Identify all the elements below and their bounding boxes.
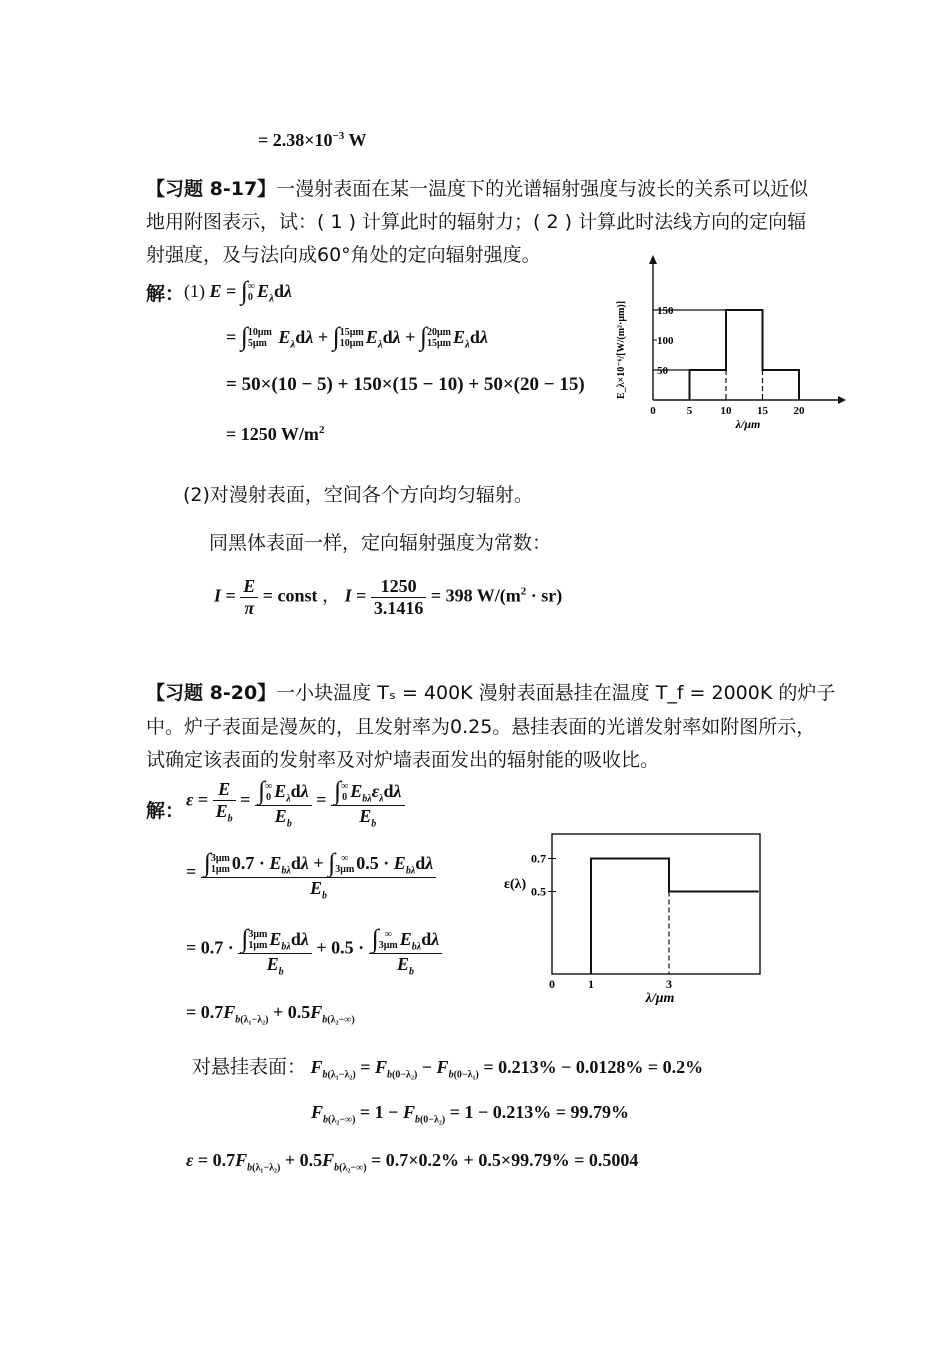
chart2-y-tick-label: 0.7 (531, 851, 546, 866)
problem2-eq-d: = $0.7F_{b(\lambda_1-\lambda_2)} + 0.5F_{b(\lambda_2-\infty)}$ (186, 1002, 355, 1026)
problem2-solution-label: 解： (146, 800, 185, 822)
problem1-label: 【习题 8-17】 (146, 178, 277, 200)
chart2-series-line (591, 859, 759, 975)
problem1-eq-intensity: I = $\frac{E}{\pi}$ = const ， I = $\frac{1250}{3.1416}$ = 398 $W/(m^2 \cdot sr)$ (214, 576, 563, 618)
chart2-y-tick-label: 0.5 (531, 884, 546, 899)
problem1-eq2: = ∫ 10μm 5μm $E_\lambda d\lambda$ + ∫ 15μm 10μm $E_\lambda d\lambda$ + ∫ 20μm 15μm $E_\lambda d\lambda$ (226, 322, 488, 351)
chart1-y-label: E_λ×10⁻⁶/[W/(m²·μm)] (616, 300, 627, 400)
problem1-eq3: = 50×(10 − 5) + 150×(15 − 10) + 50×(20 − 15) (226, 374, 585, 395)
top-result: = $2.38\times 10^{-3}$ W (258, 130, 367, 150)
chart2-y-label: ε(λ) (504, 877, 527, 892)
problem1-eq1: (1) E = ∫ ∞ 0 $E_\lambda d\lambda$ (184, 276, 292, 305)
chart1-x-tick-label: 0 (650, 405, 656, 417)
chart2-x-tick-label: 3 (666, 977, 672, 991)
problem2-line2: 中。炉子表面是漫灰的，且发射率为0.25。悬挂表面的光谱发射率如附图所示， (146, 716, 816, 738)
problem2-calc2: $F_{b(\lambda_2-\infty)} = 1 - F_{b(0-\lambda_2)} = 1 - 0.213\% = 99.79\%$ (311, 1102, 630, 1126)
problem1-text1: 一漫射表面在某一温度下的光谱辐射强度与波长的关系可以近似 (276, 178, 809, 200)
problem2-eq-eps: ε = $\frac{E}{E_b}$ = ∫ ∞ 0 $E_\lambda d\lambda$ $E_b$ = ∫ ∞ 0 $E_{b\lambda}\varepsilon_\lambda d\lambda$ $E_b$ (186, 774, 405, 829)
problem2-text1: 一小块温度 Tₛ = 400K 漫射表面悬挂在温度 T_f = 2000K 的炉子 (276, 682, 836, 704)
problem1-line1 (146, 174, 808, 201)
chart2-frame (552, 834, 760, 974)
problem1-eq4: = 1250 $W/m^2$ (226, 424, 325, 444)
problem2-calc3: $\varepsilon = 0.7F_{b(\lambda_1-\lambda_2)} + 0.5F_{b(\lambda_2-\infty)} = 0.7\times 0.2\% + 0.5\times 99.79\% = 0.5004$ (186, 1150, 639, 1174)
problem2-calc-label: 对悬挂表面： (192, 1056, 307, 1078)
chart1-x-label: λ/μm (735, 417, 761, 431)
chart1-x-tick-label: 20 (793, 405, 805, 417)
chart1-axes (649, 255, 846, 404)
chart1-x-tick-label: 15 (757, 405, 768, 417)
problem2-eq-c: = 0.7 · ∫ 3μm 1μm $E_{b\lambda}d\lambda$ $E_b$ + 0.5 · ∫ ∞ 3μm $E_{b\lambda}d\lambda$ $E_b$ (186, 922, 442, 977)
problem1-part2: (2)对漫射表面，空间各个方向均匀辐射。 (183, 484, 533, 506)
chart1-x-tick-label: 5 (686, 405, 693, 417)
problem1-line3: 射强度，及与法向成60°角处的定向辐射强度。 (146, 244, 541, 266)
problem2-line1 (146, 678, 835, 705)
chart-spectral-emissivity (500, 830, 770, 1010)
problem2-calc1: 对悬挂表面： $F_{b(\lambda_1-\lambda_2)} = F_{b(0-\lambda_2)} - F_{b(0-\lambda_1)} = 0.213\% - 0.0128\% = 0.2\%$ (192, 1056, 704, 1081)
chart1-y-arrow (649, 255, 657, 264)
chart-spectral-intensity (598, 250, 850, 440)
chart1-x-arrow (838, 396, 846, 404)
chart1-y-tick-label: 150 (657, 305, 674, 317)
chart2-x-tick-label: 1 (588, 977, 594, 991)
problem1-part2b: 同黑体表面一样，定向辐射强度为常数： (209, 532, 552, 554)
chart2-x-tick-label: 0 (549, 977, 555, 991)
problem2-line3: 试确定该表面的发射率及对炉墙表面发出的辐射能的吸收比。 (146, 749, 660, 771)
chart2-x-label: λ/μm (645, 991, 675, 1006)
problem2-eq-b: = ∫ 3μm 1μm $0.7 \cdot E_{b\lambda}d\lambda$ + ∫ ∞ 3μm $0.5 \cdot E_{b\lambda}d\lambda$ $E_b$ (186, 846, 436, 901)
problem2-label: 【习题 8-20】 (146, 682, 277, 704)
chart1-y-tick-label: 50 (657, 365, 668, 377)
chart1-series-line (690, 310, 800, 400)
problem1-solution-label: 解： (146, 283, 185, 305)
problem1-line2: 地用附图表示，试：( 1 ) 计算此时的辐射力；( 2 ) 计算此时法线方向的定向辐 (146, 211, 807, 233)
chart1-x-tick-label: 10 (720, 405, 732, 417)
chart1-y-tick-label: 100 (657, 335, 674, 347)
